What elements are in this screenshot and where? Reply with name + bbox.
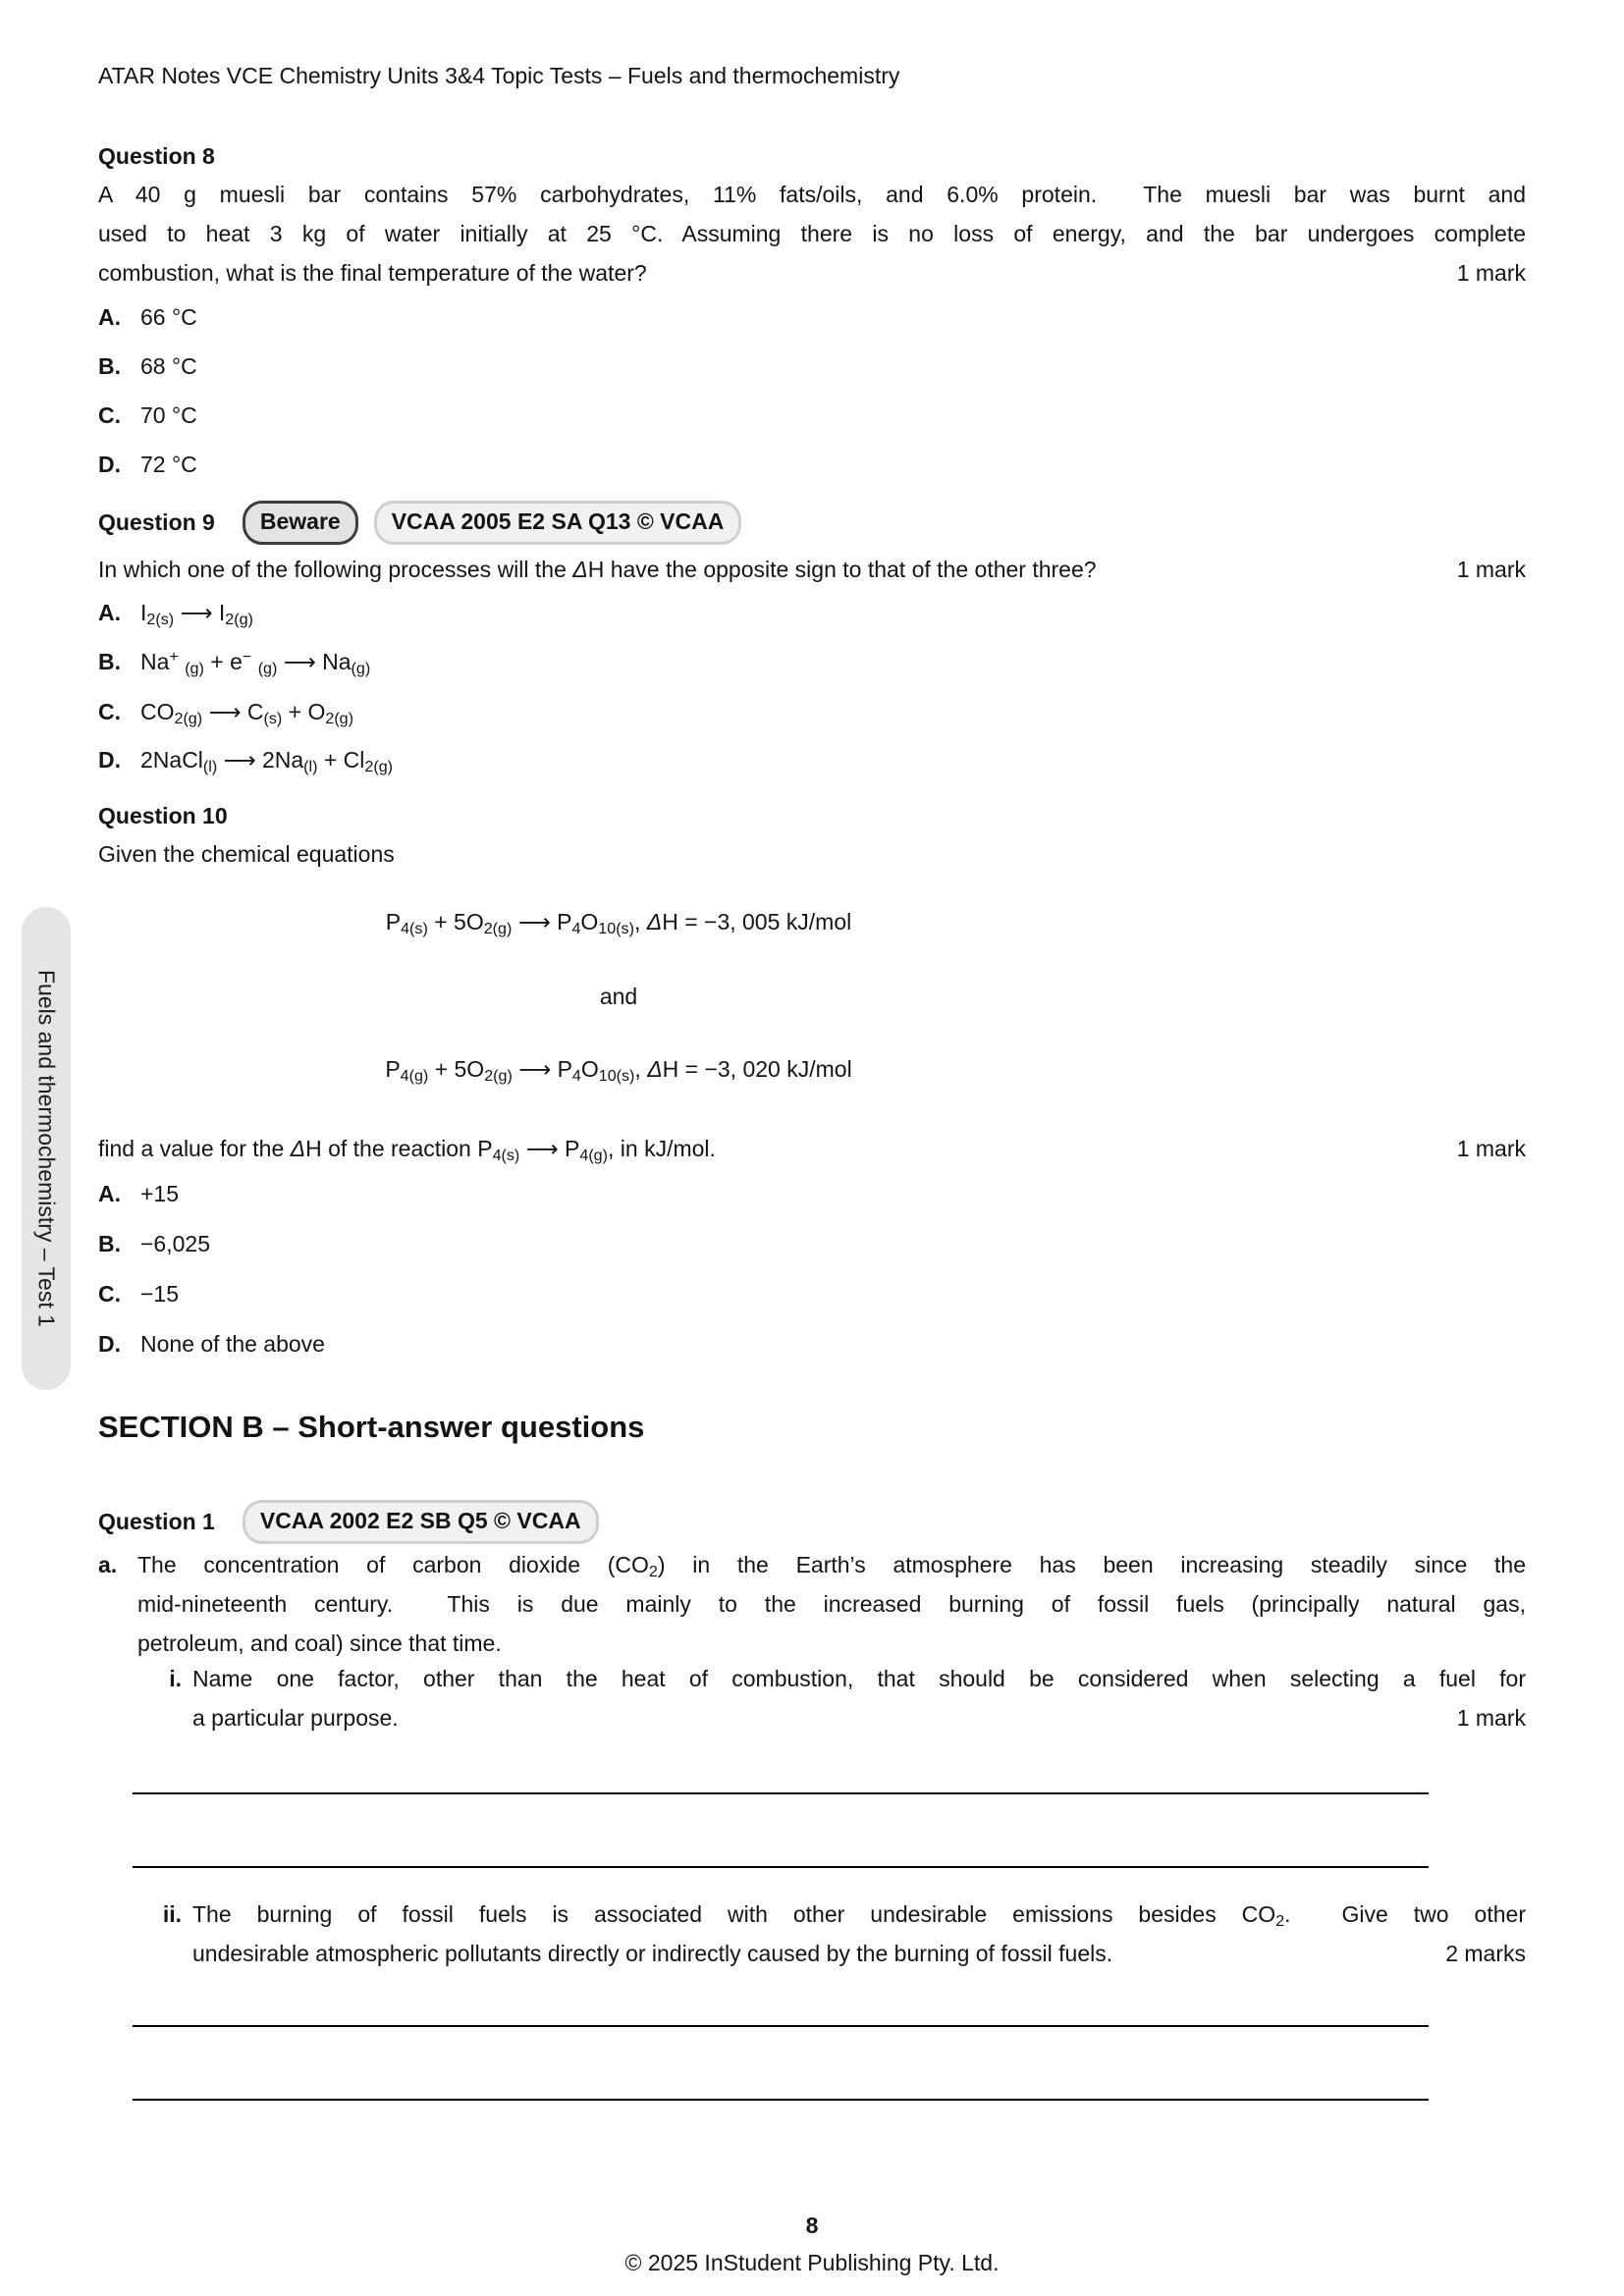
question-10-option-a: [98, 1179, 179, 1208]
question-1-part-a-ii-marks: 2 marks: [1445, 1941, 1526, 1966]
question-8-marks: 1 mark: [1456, 260, 1526, 286]
option-letter: A.: [98, 1181, 121, 1206]
option-letter: B.: [98, 1231, 121, 1256]
option-text: 66 °C: [140, 304, 197, 330]
stem-line: mid-nineteenth century. This is due mainly to the increased burning of fossil fuels (principally natural gas,: [137, 1591, 1526, 1617]
answer-line: [133, 2099, 1429, 2101]
equation-connector: and: [599, 984, 638, 1009]
stem-line: a particular purpose.: [192, 1705, 399, 1731]
section-b-heading: SECTION B – Short-answer questions: [98, 1410, 645, 1444]
question-8-option-c: [98, 400, 197, 430]
stem-line: Name one factor, other than the heat of combustion, that should be considered when selecting a fuel for: [192, 1666, 1526, 1691]
option-text: $I_{2(s)}$ ⟶ $I_{2(g)}$: [140, 600, 253, 629]
option-text: −15: [140, 1281, 180, 1307]
part-a-text: [137, 1545, 1526, 1663]
part-label: a.: [98, 1552, 118, 1577]
option-letter: D.: [98, 747, 121, 773]
chemical-equation-2: $P_{4(g)} + 5O_{2(g)}$ ⟶ $P_4O_{10(s)}$, ΔH = −3, 020 kJ/mol: [385, 1056, 852, 1086]
vcaa-source-badge: VCAA 2005 E2 SA Q13 © VCAA: [374, 501, 742, 545]
option-letter: A.: [98, 600, 121, 625]
stem-line: The concentration of carbon dioxide $(CO_2)$ in the Earth’s atmosphere has been increasing steadily since the: [137, 1552, 1526, 1581]
option-letter: C.: [98, 699, 121, 724]
stem-line: combustion, what is the final temperature of the water?: [98, 260, 647, 286]
question-10-option-c: [98, 1279, 179, 1308]
stem-line: used to heat 3 kg of water initially at 25 °C. Assuming there is no loss of energy, and the bar undergoes complete: [98, 221, 1526, 246]
option-letter: B.: [98, 649, 121, 674]
option-text: −6,025: [140, 1231, 210, 1256]
stem-line: undesirable atmospheric pollutants directly or indirectly caused by the burning of fossil fuels.: [192, 1941, 1113, 1966]
question-8-stem: [98, 175, 1526, 293]
question-10-option-b: [98, 1229, 210, 1258]
question-9-option-c: [98, 694, 353, 729]
question-9-option-b: [98, 644, 370, 679]
stem-line: The burning of fossil fuels is associated with other undesirable emissions besides $CO_2$. Give two other: [192, 1901, 1526, 1931]
question-1-part-a: [98, 1545, 1526, 1663]
question-9-badges: [243, 501, 741, 545]
beware-badge: Beware: [243, 501, 358, 545]
vcaa-source-badge: VCAA 2002 E2 SB Q5 © VCAA: [243, 1500, 599, 1544]
question-8-option-a: [98, 302, 197, 332]
question-10-intro: Given the chemical equations: [98, 841, 395, 867]
answer-line: [133, 2025, 1429, 2027]
question-9-stem: In which one of the following processes will the ΔH have the opposite sign to that of the other three?: [98, 557, 1097, 582]
option-text: 2NaCl$_{(l)}$ ⟶ $2Na_{(l)} + Cl_{2(g)}$: [140, 747, 394, 776]
question-8-option-b: [98, 351, 197, 381]
option-text: 68 °C: [140, 353, 197, 379]
option-letter: D.: [98, 452, 121, 477]
part-a-ii-text: [192, 1895, 1526, 1973]
option-text: None of the above: [140, 1331, 325, 1357]
option-letter: D.: [98, 1331, 121, 1357]
stem-line: petroleum, and coal) since that time.: [137, 1630, 502, 1656]
question-1-heading-row: [98, 1500, 599, 1544]
page-number: 8: [805, 2213, 819, 2238]
question-8-heading: Question 8: [98, 143, 215, 169]
question-1-part-a-i: [98, 1659, 1526, 1737]
page-header: ATAR Notes VCE Chemistry Units 3&4 Topic Tests – Fuels and thermochemistry: [98, 63, 900, 88]
option-text: +15: [140, 1181, 180, 1206]
part-a-i-text: [192, 1659, 1526, 1737]
question-9-marks: 1 mark: [1456, 557, 1526, 582]
option-letter: A.: [98, 304, 121, 330]
option-text: $CO_{2(g)}$ ⟶ $C_{(s)} + O_{2(g)}$: [140, 699, 353, 728]
stem-line: A 40 g muesli bar contains 57% carbohydrates, 11% fats/oils, and 6.0% protein. The muesli bar was burnt and: [98, 182, 1526, 207]
question-9-option-a: [98, 595, 253, 630]
question-9-option-d: [98, 742, 393, 777]
option-letter: C.: [98, 1281, 121, 1307]
copyright-notice: © 2025 InStudent Publishing Pty. Ltd.: [624, 2250, 1000, 2275]
question-10-stem: find a value for the ΔH of the reaction $P_{4(s)}$ ⟶ $P_{4(g)}$, in kJ/mol.: [98, 1136, 716, 1165]
question-9-heading: Question 9: [98, 509, 215, 535]
question-9-heading-row: [98, 501, 741, 545]
question-1-heading: Question 1: [98, 1509, 215, 1534]
option-letter: C.: [98, 402, 121, 428]
sidebar-tab: [22, 907, 71, 1390]
question-10-option-d: [98, 1329, 325, 1359]
answer-line: [133, 1792, 1429, 1794]
question-10-heading: Question 10: [98, 803, 228, 828]
question-1-part-a-ii: [98, 1895, 1526, 1973]
option-letter: B.: [98, 353, 121, 379]
option-text: Na+ $_{(g)}$ + e− $_{(g)}$ ⟶ $Na_{(g)}$: [140, 647, 371, 678]
question-8-option-d: [98, 450, 197, 479]
option-text: 70 °C: [140, 402, 197, 428]
sidebar-tab-label: Fuels and thermochemistry – Test 1: [33, 970, 60, 1327]
question-10-marks: 1 mark: [1456, 1136, 1526, 1161]
part-label: ii.: [162, 1901, 182, 1927]
option-text: 72 °C: [140, 452, 197, 477]
chemical-equation-1: $P_{4(s)} + 5O_{2(g)}$ ⟶ $P_4O_{10(s)}$, ΔH = −3, 005 kJ/mol: [385, 909, 852, 938]
part-label: i.: [169, 1666, 182, 1691]
answer-line: [133, 1866, 1429, 1868]
question-1-part-a-i-marks: 1 mark: [1456, 1705, 1526, 1731]
